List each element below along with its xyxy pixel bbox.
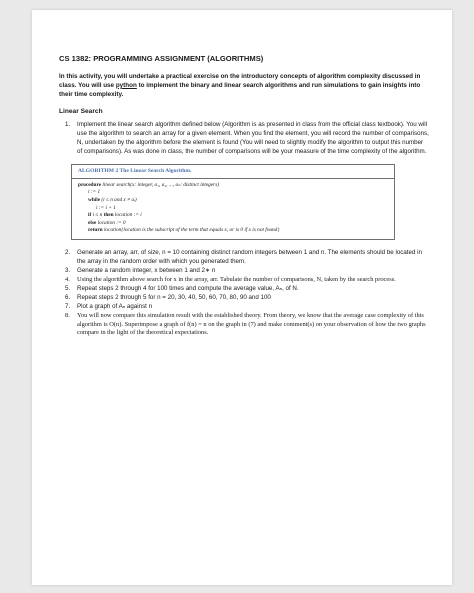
algorithm-box <box>71 164 395 240</box>
steps-list <box>59 121 429 156</box>
list-item <box>59 285 429 294</box>
algorithm-text: location := 0 <box>96 219 126 226</box>
list-item <box>59 312 429 337</box>
document-page <box>32 10 452 585</box>
item-number: 8. <box>65 312 70 320</box>
intro-paragraph <box>59 73 429 99</box>
algorithm-keyword: procedure <box>78 181 102 188</box>
item-text: You will now compare this simulation result with the established theory. From theory, we know that the average case complexity of this algorithm is O(n). Superimpose a graph of f(n) = n on the graph in (7) and make comment(s) on your observation of how the two graphs compare in the light of the theoretical expectations. <box>77 312 426 336</box>
item-number: 3. <box>65 266 71 274</box>
item-text: Plot a graph of Aₙ against n <box>77 303 153 311</box>
steps-list-continued <box>59 249 429 337</box>
item-text: Generate a random integer, x between 1 and 2∗ n <box>77 266 216 274</box>
algorithm-line <box>78 197 388 205</box>
item-number: 4. <box>65 276 70 284</box>
list-item <box>59 276 429 284</box>
intro-part1: In this activity, you will undertake a practical exercise on the introductory concepts of algorithm complexity discussed in class. You will use <box>59 73 421 89</box>
list-item <box>59 294 429 303</box>
assignment-title: CS 1382: PROGRAMMING ASSIGNMENT (ALGORITHMS) <box>59 54 264 63</box>
algorithm-line <box>78 227 388 235</box>
intro-python-link: python <box>115 81 137 89</box>
item-number: 6. <box>65 293 71 301</box>
item-number: 5. <box>65 284 71 292</box>
list-item <box>59 249 429 266</box>
item-number: 7. <box>65 303 71 311</box>
document-content <box>59 54 429 337</box>
item-text: Implement the linear search algorithm defined below (Algorithm is as presented in class from the official class textbook). You will use the algorithm to search an array for a given element. When you find the element, you will record the number of comparisons, N, undertaken by the algorithm before the element is found (You will need to slightly modify the algorithm to output this number of comparisons). As was done in class, the number of comparisons will be your measure of the time complexity of the algorithm. <box>77 121 429 155</box>
algorithm-text: location{location is the subscript of the term that equals x, or is 0 if x is not found} <box>102 227 280 234</box>
algorithm-text: linear search(x: integer, a₁, a₂, ..., aₙ: distinct integers) <box>101 181 220 188</box>
intro-part2: to implement the binary and linear search algorithms and run simulations to gain insights into their time complexity. <box>59 81 421 98</box>
list-item <box>59 303 429 312</box>
item-number: 1. <box>65 121 71 129</box>
section-title: Linear Search <box>59 108 103 116</box>
item-number: 2. <box>65 248 71 256</box>
list-item <box>59 267 429 276</box>
item-text: Generate an array, arr, of size, n = 10 containing distinct random integers between 1 and n. The elements should be located in the array in the random order with which you generated them. <box>77 248 422 265</box>
algorithm-keyword: if <box>88 212 92 219</box>
algorithm-line <box>78 212 388 220</box>
algorithm-line: i := i + 1 <box>96 204 116 211</box>
item-text: Using the algorithm above search for x in the array, arr. Tabulate the number of comparisons, N, taken by the search process. <box>77 276 396 284</box>
algorithm-text: location := i <box>113 212 142 219</box>
algorithm-line: i := 1 <box>88 189 101 196</box>
algorithm-text: i ≤ n <box>91 212 104 219</box>
algorithm-keyword: else <box>88 219 97 226</box>
item-text: Repeat steps 2 through 4 for 100 times and compute the average value, Aₙ, of N. <box>77 284 299 292</box>
algorithm-line <box>78 182 388 190</box>
algorithm-text: (i ≤ n and x ≠ aᵢ) <box>100 196 137 203</box>
algorithm-keyword: while <box>88 196 101 203</box>
item-text: Repeat steps 2 through 5 for n = 20, 30, 40, 50, 60, 70, 80, 90 and 100 <box>77 293 271 301</box>
list-item <box>59 121 429 156</box>
algorithm-keyword: return <box>88 227 103 234</box>
algorithm-title: ALGORITHM 2 The Linear Search Algorithm. <box>72 168 394 179</box>
algorithm-keyword: then <box>103 212 114 219</box>
